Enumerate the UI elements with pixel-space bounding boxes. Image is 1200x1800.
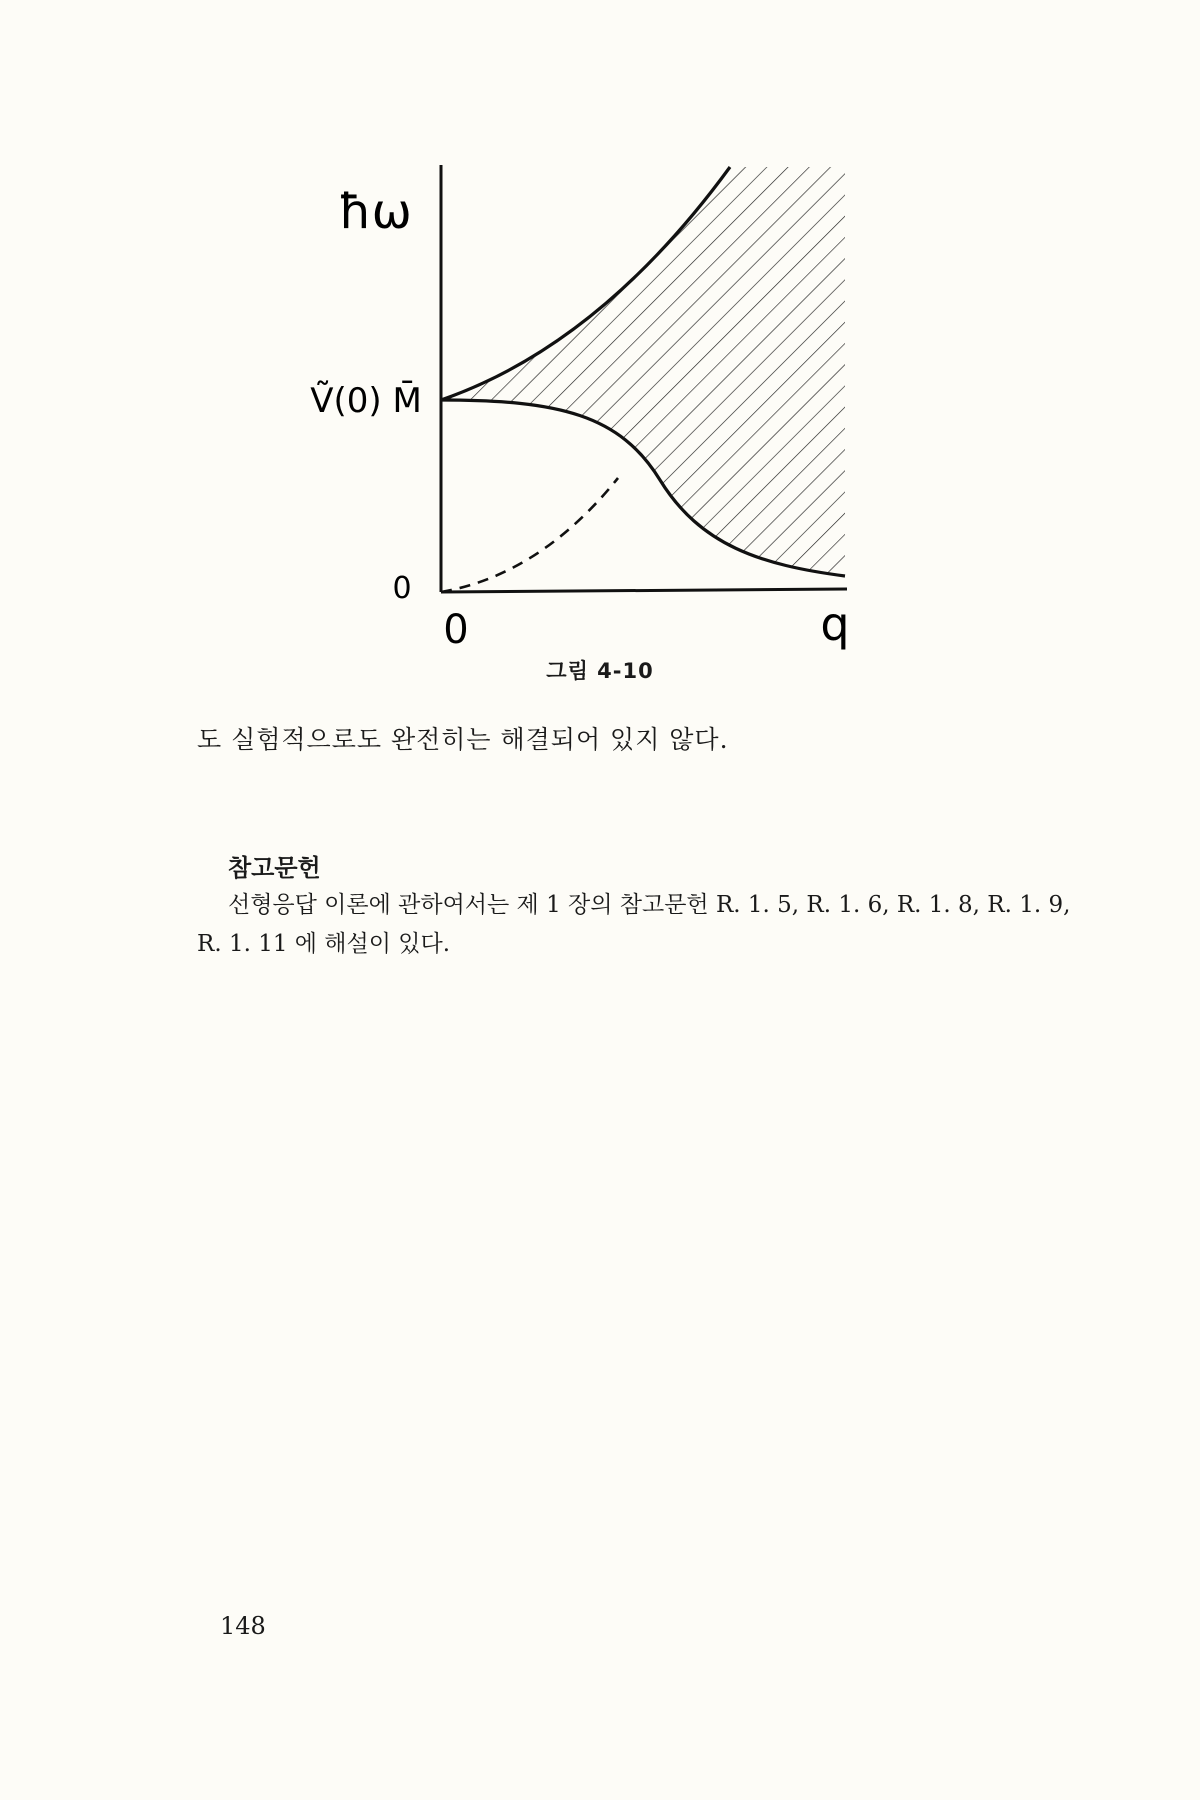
page-number: 148 xyxy=(220,1612,266,1640)
references-text-line-1: 선형응답 이론에 관하여서는 제 1 장의 참고문헌 R. 1. 5, R. 1. 6, R. 1. 8, R. 1. 9, xyxy=(228,892,1071,918)
x-tick-zero-label: 0 xyxy=(443,607,469,653)
references-heading: 참고문헌 xyxy=(228,853,321,882)
dispersion-diagram xyxy=(0,0,1200,720)
body-text-line: 도 실험적으로도 완전히는 해결되어 있지 않다. xyxy=(197,725,729,754)
x-axis-label: q xyxy=(820,597,850,651)
y-tick-mid-label: Ṽ(0) M̄ xyxy=(310,381,422,421)
x-axis xyxy=(441,589,847,592)
figure-caption: 그림 4-10 xyxy=(546,659,654,683)
y-axis-label: ħω xyxy=(338,184,412,240)
y-tick-zero-label: 0 xyxy=(392,571,412,606)
figure-4-10 xyxy=(0,0,1200,720)
hatched-continuum-region xyxy=(441,167,845,576)
references-text-line-2: R. 1. 11 에 해설이 있다. xyxy=(197,931,451,957)
dashed-branch-curve xyxy=(441,478,618,592)
